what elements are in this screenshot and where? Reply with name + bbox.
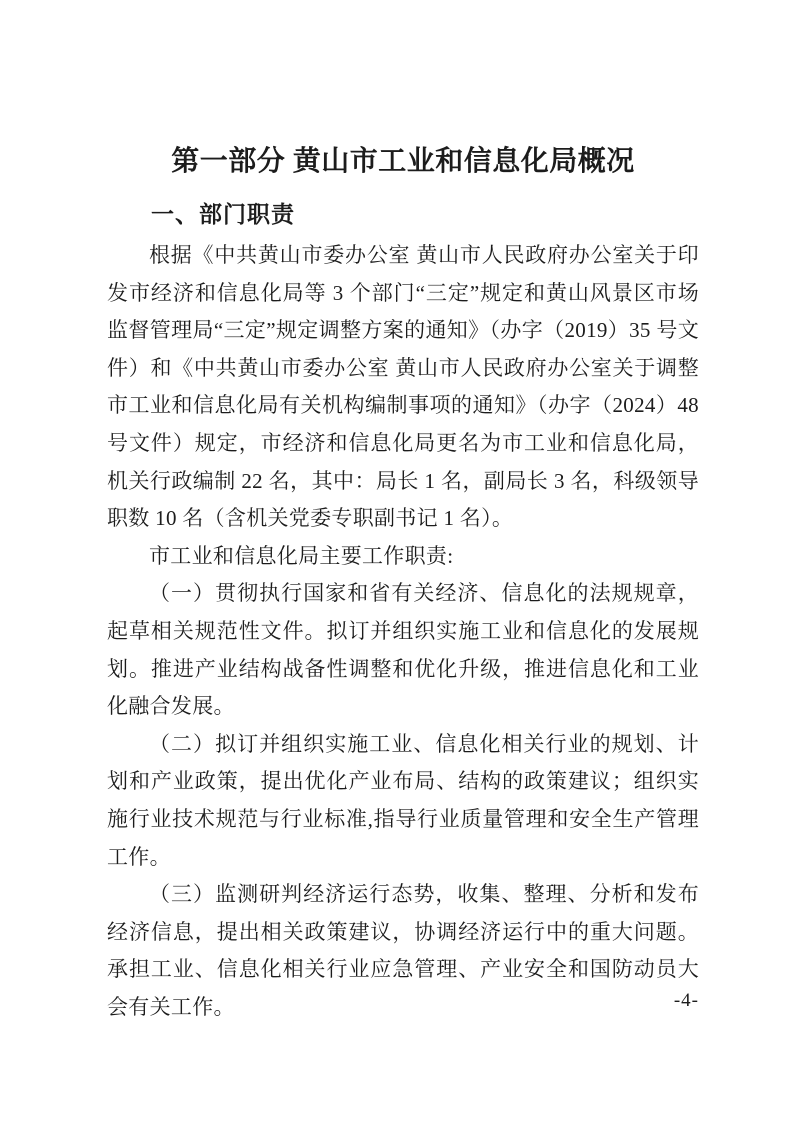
paragraph: （二）拟订并组织实施工业、信息化相关行业的规划、计划和产业政策，提出优化产业布局、结构的政策建议；组织实施行业技术规范与行业标准,指导行业质量管理和安全生产管理工作。 [107,731,699,869]
paragraph: 市工业和信息化局主要工作职责: [149,543,454,568]
document-content [107,0,699,1026]
body-paragraphs [107,237,699,1026]
page-title: 第一部分 黄山市工业和信息化局概况 [171,146,635,177]
page-number: -4- [673,990,699,1011]
section-heading: 一、部门职责 [151,201,295,227]
paragraph: 根据《中共黄山市委办公室 黄山市人民政府办公室关于印发市经济和信息化局等 3 个部门“三定”规定和黄山风景区市场监督管理局“三定”规定调整方案的通知》（办字（2019）35 号文件）和《中共黄山市委办公室 黄山市人民政府办公室关于调整市工业和信息化局有关机构编制事项的通知》（办字（2024）48 号文件）规定，市经济和信息化局更名为市工业和信息化局，机关行政编制 22 名，其中：局长 1 名，副局长 3 名，科级领导职数 10 名（含机关党委专职副书记 1 名）。 [107,243,699,531]
paragraph: （三）监测研判经济运行态势，收集、整理、分析和发布经济信息，提出相关政策建议，协调经济运行中的重大问题。承担工业、信息化相关行业应急管理、产业安全和国防动员大会有关工作。 [107,882,699,1019]
paragraph: （一）贯彻执行国家和省有关经济、信息化的法规规章，起草相关规范性文件。拟订并组织实施工业和信息化的发展规划。推进产业结构战备性调整和优化升级，推进信息化和工业化融合发展。 [107,581,699,719]
